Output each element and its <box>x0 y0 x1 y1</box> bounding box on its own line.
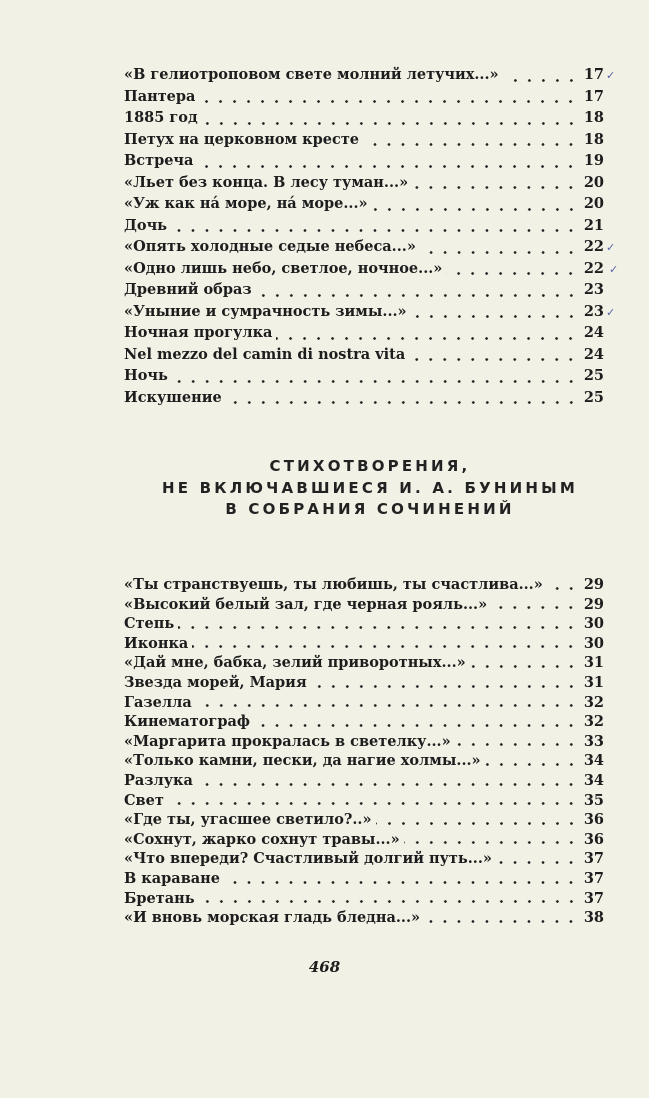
entry-title: Древний образ <box>124 281 252 298</box>
dot-leader <box>470 665 578 668</box>
entry-page: 19 <box>583 152 604 169</box>
entry-title: «Только камни, пески, да нагие холмы...» <box>124 752 481 770</box>
toc-entry <box>124 152 604 174</box>
entry-title: «Маргарита прокралась в светелку...» <box>124 732 451 750</box>
toc-list-uncollected <box>124 576 604 929</box>
entry-page: 23 <box>583 302 604 320</box>
dot-leader <box>547 587 578 590</box>
entry-page: 32 <box>583 693 604 711</box>
entry-page: 38 <box>583 909 604 927</box>
entry-title: Газелла <box>124 693 192 711</box>
entry-title: «Уныние и сумрачность зимы...» <box>124 302 407 320</box>
entry-page: 29 <box>583 595 604 613</box>
dot-leader <box>496 861 578 864</box>
entry-title: Петух на церковном кресте <box>124 130 360 148</box>
dot-leader <box>196 704 578 707</box>
dot-leader <box>376 822 578 825</box>
dot-leader <box>424 920 578 923</box>
dot-leader <box>192 645 578 648</box>
entry-page: 29 <box>583 576 604 593</box>
toc-entry <box>124 260 604 282</box>
entry-page: 34 <box>583 771 604 789</box>
entry-title: Степь <box>124 615 175 633</box>
entry-page: 30 <box>583 615 604 633</box>
entry-page: 23 <box>583 281 604 298</box>
dot-leader <box>224 881 578 884</box>
entry-page: 18 <box>583 109 604 126</box>
toc-entry <box>124 615 604 635</box>
entry-page: 20 <box>583 195 604 212</box>
toc-entry <box>124 109 604 131</box>
entry-title: Ночь <box>124 367 168 384</box>
entry-title: Бретань <box>124 889 195 907</box>
entry-page: 25 <box>583 388 604 406</box>
dot-leader <box>420 251 578 254</box>
entry-page: 25 <box>583 367 604 384</box>
entry-page: 36 <box>583 811 604 829</box>
entry-title: «Где ты, угасшее светило?..» <box>124 811 372 829</box>
dot-leader <box>446 272 578 275</box>
entry-page: 21 <box>583 216 604 234</box>
check-mark-icon: ✓ <box>606 69 616 82</box>
entry-title: Дочь <box>124 216 168 234</box>
dot-leader <box>503 79 578 82</box>
toc-entry <box>124 195 604 217</box>
dot-leader <box>491 606 578 609</box>
section-heading <box>110 456 630 521</box>
toc-entry <box>124 752 604 772</box>
entry-title: Nel mezzo del camin di nostra vita <box>124 345 406 363</box>
dot-leader <box>411 315 578 318</box>
toc-entry <box>124 389 604 411</box>
entry-title: «Высокий белый зал, где черная рояль...» <box>124 595 488 613</box>
toc-entry <box>124 890 604 910</box>
toc-entry <box>124 88 604 110</box>
entry-page: 20 <box>583 173 604 191</box>
dot-leader <box>276 337 578 340</box>
dot-leader <box>199 100 578 103</box>
entry-page: 17 <box>583 66 604 83</box>
toc-entry <box>124 324 604 346</box>
dot-leader <box>409 358 578 361</box>
toc-entry <box>124 811 604 831</box>
entry-page: 17 <box>583 87 604 105</box>
dot-leader <box>363 143 578 146</box>
toc-entry <box>124 909 604 929</box>
toc-entry <box>124 281 604 303</box>
dot-leader <box>311 685 578 688</box>
toc-entry <box>124 131 604 153</box>
dot-leader <box>197 783 578 786</box>
toc-entry <box>124 174 604 196</box>
dot-leader <box>256 294 578 297</box>
entry-title: Пантера <box>124 87 196 105</box>
toc-entry <box>124 870 604 890</box>
entry-page: 33 <box>583 732 604 750</box>
entry-title: «Опять холодные седые небеса...» <box>124 238 416 255</box>
heading-line-2: НЕ ВКЛЮЧАВШИЕСЯ И. А. БУНИНЫМ <box>162 478 578 497</box>
toc-entry <box>124 733 604 753</box>
entry-title: В караване <box>124 869 221 887</box>
dot-leader <box>254 724 578 727</box>
check-mark-icon: ✓ <box>606 241 616 254</box>
dot-leader <box>168 802 578 805</box>
toc-entry <box>124 792 604 812</box>
entry-page: 22 <box>583 259 604 277</box>
toc-entry <box>124 831 604 851</box>
entry-title: «Одно лишь небо, светлое, ночное...» <box>124 259 443 277</box>
entry-title: Звезда морей, Мария <box>124 673 307 691</box>
entry-page: 31 <box>583 654 604 672</box>
toc-entry <box>124 367 604 389</box>
dot-leader <box>178 626 578 629</box>
entry-title: 1885 год <box>124 109 198 126</box>
toc-entry <box>124 303 604 325</box>
entry-title: Встреча <box>124 152 194 169</box>
dot-leader <box>404 841 578 844</box>
entry-page: 30 <box>583 634 604 652</box>
toc-entry <box>124 635 604 655</box>
entry-title: «Ты странствуешь, ты любишь, ты счастлива...» <box>124 576 543 593</box>
entry-title: «И вновь морская гладь бледна...» <box>124 909 421 927</box>
dot-leader <box>202 122 578 125</box>
toc-entry <box>124 694 604 714</box>
entry-page: 32 <box>583 713 604 731</box>
entry-title: Кинематограф <box>124 713 250 731</box>
entry-page: 22 <box>583 238 604 255</box>
toc-entry <box>124 346 604 368</box>
entry-page: 24 <box>583 324 604 341</box>
toc-entry <box>124 238 604 260</box>
toc-entry <box>124 850 604 870</box>
entry-title: «Льет без конца. В лесу туман...» <box>124 173 409 191</box>
check-mark-icon: ✓ <box>606 306 616 319</box>
heading-line-3: В СОБРАНИЯ СОЧИНЕНИЙ <box>225 500 515 518</box>
dot-leader <box>197 165 578 168</box>
dot-leader <box>485 763 578 766</box>
entry-page: 34 <box>583 752 604 770</box>
dot-leader <box>412 186 578 189</box>
toc-list-main <box>124 66 604 410</box>
entry-title: Свет <box>124 791 164 809</box>
heading-line-1: СТИХОТВОРЕНИЯ, <box>269 457 471 475</box>
entry-title: «Уж как нá море, нá море...» <box>124 195 368 212</box>
entry-title: Разлука <box>124 771 193 789</box>
entry-page: 36 <box>583 830 604 848</box>
entry-page: 37 <box>583 869 604 887</box>
dot-leader <box>171 229 578 232</box>
toc-entry <box>124 654 604 674</box>
dot-leader <box>199 900 578 903</box>
entry-page: 35 <box>583 791 604 809</box>
entry-title: «В гелиотроповом свете молний летучих...» <box>124 66 499 83</box>
entry-title: Искушение <box>124 388 222 406</box>
toc-entry <box>124 713 604 733</box>
entry-page: 18 <box>583 130 604 148</box>
entry-title: «Что впереди? Счастливый долгий путь...» <box>124 850 492 868</box>
dot-leader <box>455 743 578 746</box>
toc-entry <box>124 596 604 616</box>
check-mark-icon: ✓ <box>609 263 619 276</box>
entry-page: 37 <box>583 850 604 868</box>
toc-entry <box>124 772 604 792</box>
entry-page: 37 <box>583 889 604 907</box>
entry-title: «Сохнут, жарко сохнут травы...» <box>124 830 400 848</box>
dot-leader <box>372 208 578 211</box>
toc-entry <box>124 674 604 694</box>
toc-entry <box>124 66 604 88</box>
entry-title: Ночная прогулка <box>124 324 273 341</box>
entry-page: 31 <box>583 673 604 691</box>
toc-entry <box>124 217 604 239</box>
toc-entry <box>124 576 604 596</box>
entry-title: Иконка <box>124 634 189 652</box>
dot-leader <box>226 401 578 404</box>
entry-page: 24 <box>583 345 604 363</box>
entry-title: «Дай мне, бабка, зелий приворотных...» <box>124 654 466 672</box>
dot-leader <box>172 380 578 383</box>
page-number: 468 <box>308 958 341 976</box>
